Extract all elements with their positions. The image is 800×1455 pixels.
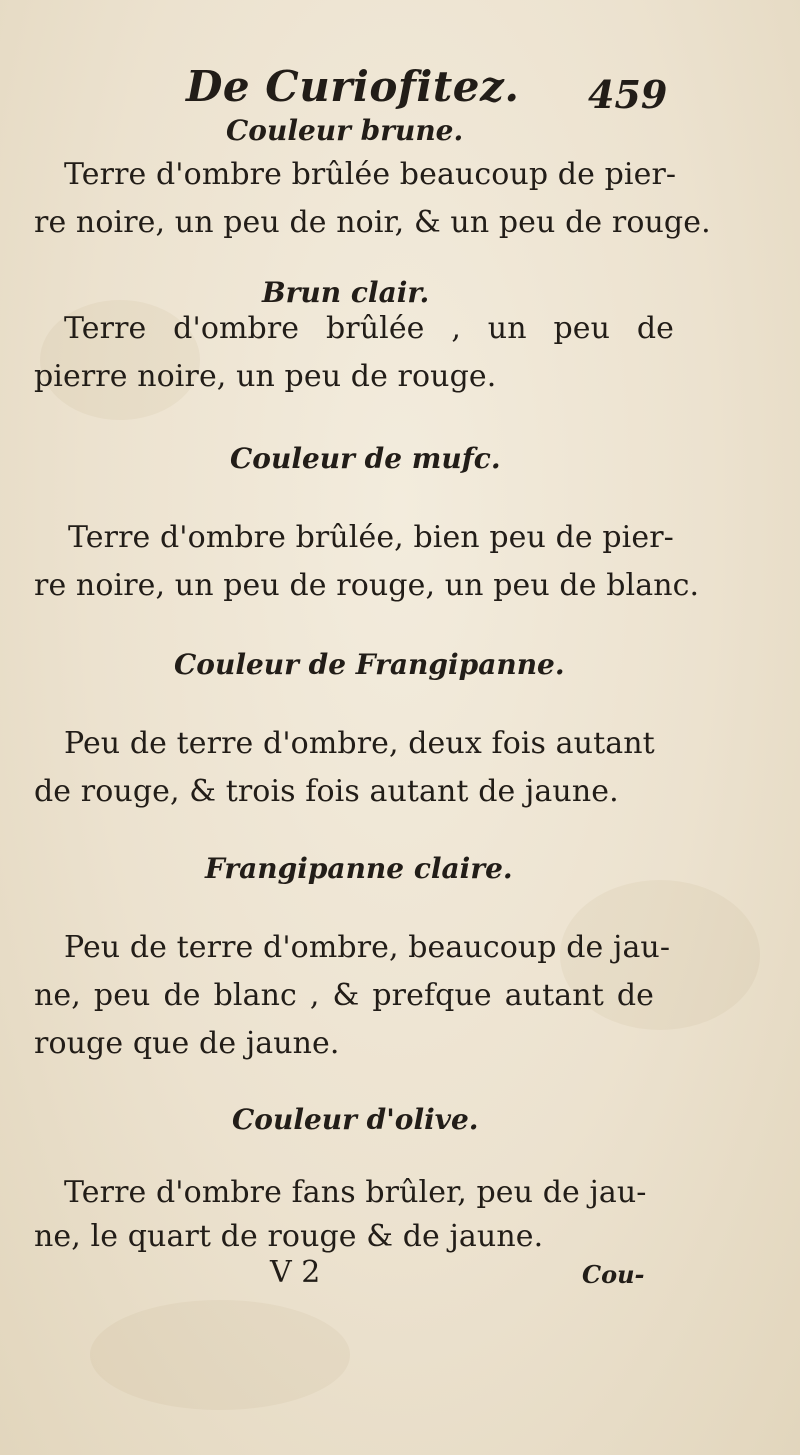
section-heading: Couleur brune. xyxy=(226,114,464,147)
text-line: Peu de terre d'ombre, deux fois autant xyxy=(64,726,655,761)
section-heading: Couleur d'olive. xyxy=(232,1103,479,1136)
text-line: re noire, un peu de rouge, un peu de blanc. xyxy=(34,568,700,603)
catchword: Cou- xyxy=(582,1260,645,1289)
text-line: re noire, un peu de noir, & un peu de rouge. xyxy=(34,205,711,240)
text-line: Terre d'ombre brûlée , un peu de xyxy=(64,311,674,346)
text-line: pierre noire, un peu de rouge. xyxy=(34,359,497,394)
signature-mark: V 2 xyxy=(270,1255,321,1290)
text-line: Terre d'ombre fans brûler, peu de jau- xyxy=(64,1175,647,1210)
text-line: Terre d'ombre brûlée beaucoup de pier- xyxy=(64,157,677,192)
section-heading: Frangipanne claire. xyxy=(205,852,513,885)
text-line: Terre d'ombre brûlée, bien peu de pier- xyxy=(68,520,674,555)
section-heading: Couleur de Frangipanne. xyxy=(174,648,565,681)
paper-stain xyxy=(90,1300,350,1410)
text-line: Peu de terre d'ombre, beaucoup de jau- xyxy=(64,930,671,965)
page-number: 459 xyxy=(588,72,668,117)
section-heading: Couleur de mufc. xyxy=(230,442,501,475)
text-line: ne, peu de blanc , & prefque autant de xyxy=(34,978,654,1013)
text-line: de rouge, & trois fois autant de jaune. xyxy=(34,774,619,809)
section-heading: Brun clair. xyxy=(262,276,430,309)
text-line: rouge que de jaune. xyxy=(34,1026,340,1061)
text-line: ne, le quart de rouge & de jaune. xyxy=(34,1219,544,1254)
running-title: De Curiofitez. xyxy=(186,62,520,111)
